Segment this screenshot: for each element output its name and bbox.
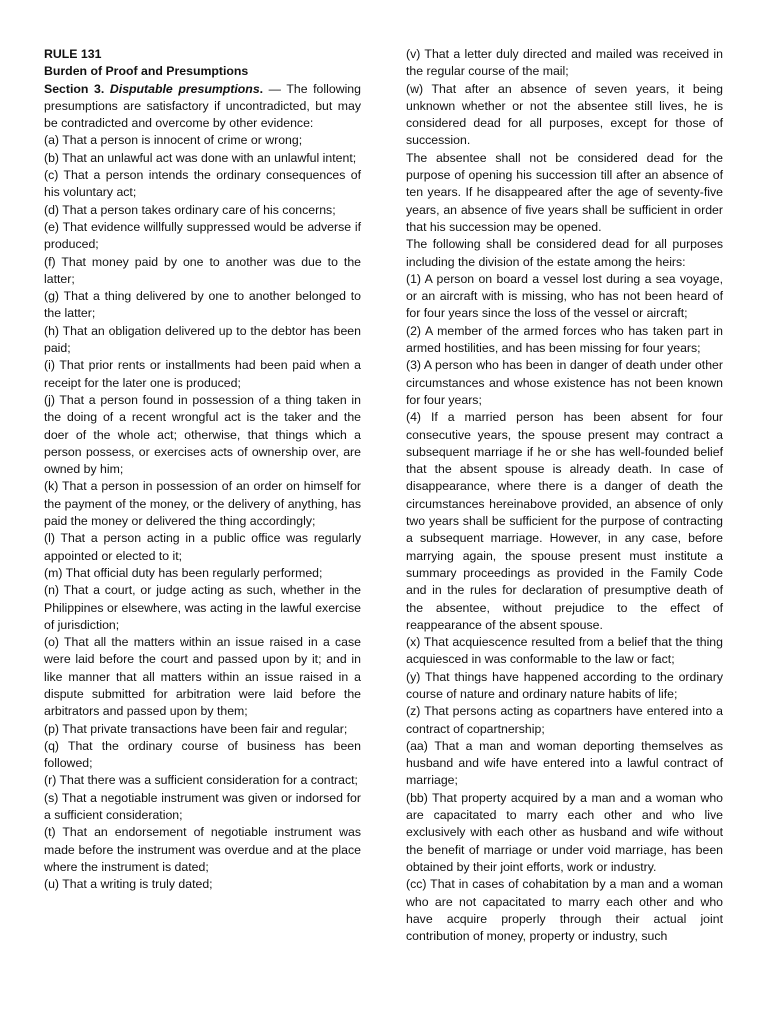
paragraph: (d) That a person takes ordinary care of his concerns; <box>44 202 336 217</box>
section-intro <box>44 81 361 133</box>
paragraph: (a) That a person is innocent of crime or wrong; <box>44 133 303 148</box>
paragraph: (cc) That in cases of cohabitation by a man and a woman who are not capacitated to marry each other and who have acquire properly through their actual joint contribution of money, property or industry, such <box>406 877 723 944</box>
paragraph: (i) That prior rents or installments had been paid when a receipt for the later one is produced; <box>44 358 361 390</box>
paragraph: (s) That a negotiable instrument was given or indorsed for a sufficient consideration; <box>44 790 361 823</box>
paragraph: (p) That private transactions have been fair and regular; <box>44 721 348 736</box>
paragraph: (j) That a person found in possession of a thing taken in the doing of a recent wrongful act is the taker and the doer of the whole act; otherwise, that things which a person possess, or exercises acts of ownership over, are owned by him; <box>44 392 361 477</box>
paragraph: (l) That a person acting in a public office was regularly appointed or elected to it; <box>44 531 361 563</box>
paragraph: (u) That a writing is truly dated; <box>44 877 213 892</box>
paragraph: (k) That a person in possession of an order on himself for the payment of the money, or the delivery of anything, has paid the money or delivered the thing accordingly; <box>44 479 361 529</box>
paragraph: (o) That all the matters within an issue raised in a case were laid before the court and passed upon by it; and in like manner that all matters within an issue raised in a dispute submitted for arbitration were laid before the arbitrators and passed upon by them; <box>44 635 361 719</box>
paragraph: (t) That an endorsement of negotiable instrument was made before the instrument was overdue and at the place where the instrument is dated; <box>44 825 361 874</box>
paragraph: (w) That after an absence of seven years, it being unknown whether or not the absentee still lives, he is considered dead for all purposes, except for those of succession. <box>406 81 723 148</box>
paragraph: (v) That a letter duly directed and mailed was received in the regular course of the mail; <box>406 47 723 79</box>
paragraph: (z) That persons acting as copartners have entered into a contract of copartnership; <box>406 704 723 736</box>
left-column <box>44 46 361 894</box>
paragraph: (3) A person who has been in danger of death under other circumstances and whose existence has not been known for four years; <box>406 358 723 407</box>
paragraph: (2) A member of the armed forces who has taken part in armed hostilities, and has been missing for four years; <box>406 323 723 356</box>
paragraph: (n) That a court, or judge acting as such, whether in the Philippines or elsewhere, was acting in the lawful exercise of jurisdiction; <box>44 583 361 632</box>
paragraph: (b) That an unlawful act was done with an unlawful intent; <box>44 150 357 165</box>
paragraph: (aa) That a man and woman deporting themselves as husband and wife have entered into a lawful contract of marriage; <box>406 738 723 788</box>
paragraph: The following shall be considered dead for all purposes including the division of the estate among the heirs: <box>406 237 723 269</box>
right-paragraph-list <box>406 46 723 945</box>
section-name: Disputable presumptions <box>109 81 260 96</box>
paragraph: (h) That an obligation delivered up to the debtor has been paid; <box>44 323 361 356</box>
section-intro-text: — The following presumptions are satisfactory if uncontradicted, but may be contradicted and overcome by other evidence: <box>44 81 361 131</box>
paragraph: (bb) That property acquired by a man and a woman who are capacitated to marry each other and who live exclusively with each other as husband and wife without the benefit of marriage or under void marriage, has been obtained by their joint efforts, work or industry. <box>406 790 723 874</box>
paragraph: (r) That there was a sufficient consideration for a contract; <box>44 773 358 788</box>
paragraph: (e) That evidence willfully suppressed would be adverse if produced; <box>44 219 361 252</box>
rule-title: RULE 131 <box>44 47 102 61</box>
paragraph: (g) That a thing delivered by one to another belonged to the latter; <box>44 289 361 321</box>
paragraph: (c) That a person intends the ordinary consequences of his voluntary act; <box>44 168 361 200</box>
paragraph: (q) That the ordinary course of business has been followed; <box>44 738 361 771</box>
left-paragraph-list <box>44 132 361 893</box>
paragraph: (y) That things have happened according to the ordinary course of nature and ordinary nature habits of life; <box>406 669 723 701</box>
paragraph: (4) If a married person has been absent for four consecutive years, the spouse present may contract a subsequent marriage if he or she has well-founded belief that the absent spouse is already death. In case of disappearance, where there is a danger of death the circumstances hereinabove provided, an absence of only two years shall be sufficient for the purpose of contracting a subsequent marriage. However, in any case, before marrying again, the spouse present must institute a summary proceedings as provided in the Family Code and in the rules for declaration of presumptive death of the absentee, without prejudice to the effect of reappearance of the absent spouse. <box>406 410 723 632</box>
paragraph: (1) A person on board a vessel lost during a sea voyage, or an aircraft with is missing, who has not been heard of for four years since the loss of the vessel or aircraft; <box>406 271 723 321</box>
paragraph: (x) That acquiescence resulted from a belief that the thing acquiesced in was conformable to the law or fact; <box>406 635 723 667</box>
paragraph: (f) That money paid by one to another was due to the latter; <box>44 254 361 286</box>
paragraph: The absentee shall not be considered dead for the purpose of opening his succession till after an absence of ten years. If he disappeared after the age of seventy-five years, an absence of five years shall be sufficient in order that his succession may be opened. <box>406 150 723 234</box>
section-period: . <box>259 81 264 96</box>
section-number: Section 3. <box>44 81 105 96</box>
rule-subtitle: Burden of Proof and Presumptions <box>44 64 249 79</box>
paragraph: (m) That official duty has been regularly performed; <box>44 565 323 580</box>
right-column <box>406 46 723 945</box>
